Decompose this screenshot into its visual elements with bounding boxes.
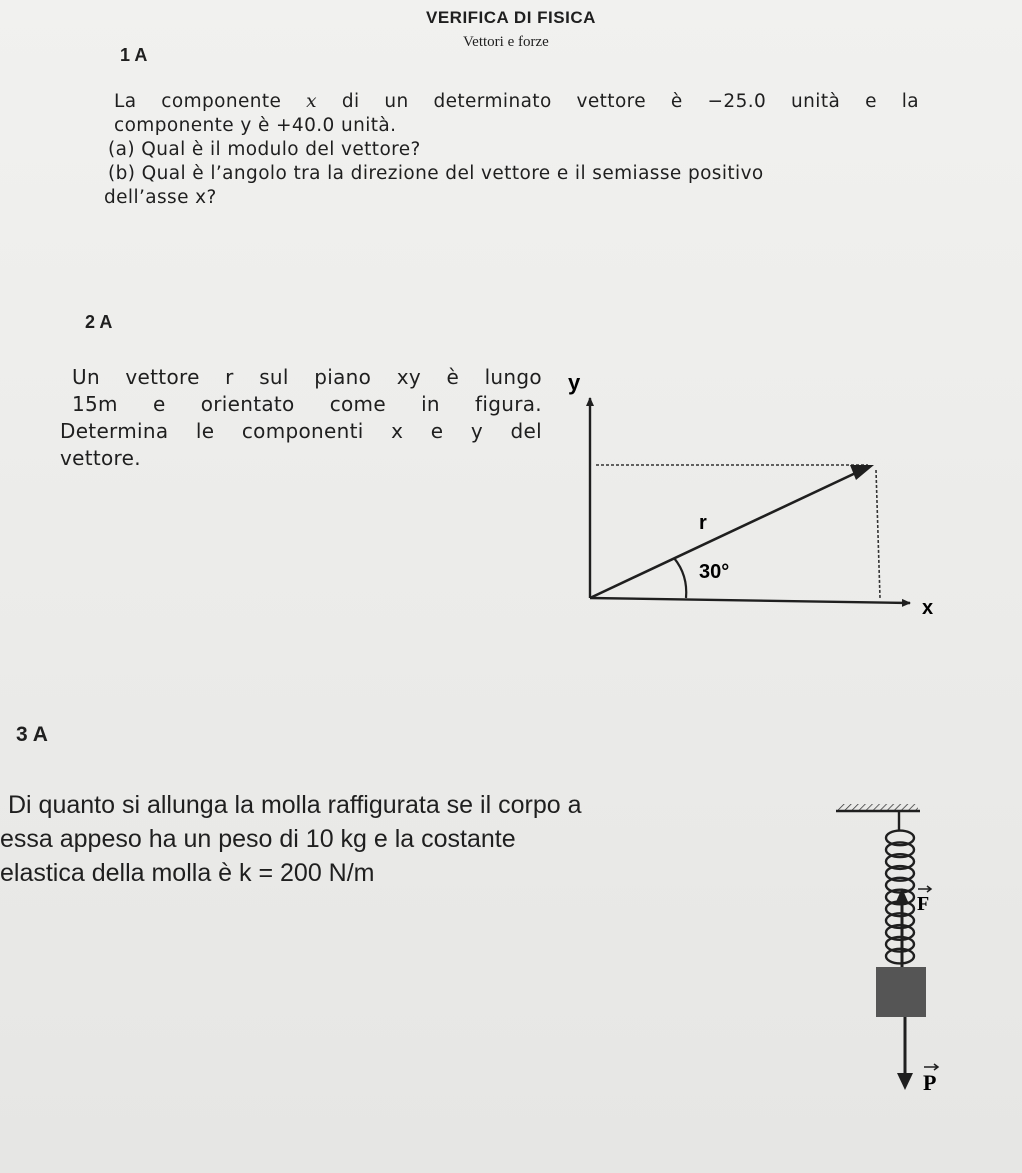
- word: un: [384, 91, 409, 112]
- exercise-1-line-5: dell’asse x?: [104, 187, 217, 208]
- word: determinato: [433, 91, 552, 112]
- word: e: [152, 392, 166, 416]
- word: vettore: [576, 91, 647, 112]
- word: del: [510, 419, 542, 443]
- word: r: [225, 365, 234, 389]
- exercise-3-line-3: elastica della molla è k = 200 N/m: [0, 859, 375, 887]
- word: e: [430, 419, 444, 443]
- word: la: [901, 91, 919, 112]
- vector-label: r: [699, 512, 707, 534]
- word: e: [865, 91, 877, 112]
- word: Determina: [60, 419, 169, 443]
- word: di: [341, 91, 360, 112]
- word: orientato: [200, 392, 295, 416]
- exercise-3-line-1: Di quanto si allunga la molla raffigurata se il corpo a: [8, 791, 582, 819]
- word: lungo: [484, 365, 542, 389]
- force-label: F: [917, 893, 930, 915]
- word: 15m: [72, 392, 118, 416]
- word: componente: [161, 91, 282, 112]
- word: piano: [314, 365, 372, 389]
- x-axis-label: x: [922, 597, 934, 619]
- exercise-1-question-b: (b) Qual è l’angolo tra la direzione del vettore e il semiasse positivo: [108, 163, 764, 184]
- force-vector-arrow-mark: [918, 886, 931, 892]
- exercise-2-label: 2 A: [85, 312, 113, 332]
- word: è: [446, 365, 460, 389]
- y-axis-label: y: [568, 370, 581, 395]
- word: le: [195, 419, 215, 443]
- word: componenti: [241, 419, 364, 443]
- word: sul: [259, 365, 289, 389]
- word: figura.: [475, 392, 542, 416]
- exercise-3-line-2: essa appeso ha un peso di 10 kg e la costante: [0, 825, 516, 853]
- word: Un: [72, 365, 100, 389]
- word: vettore: [125, 365, 200, 389]
- word: xy: [396, 365, 421, 389]
- word: y: [470, 419, 483, 443]
- hanging-mass: [876, 967, 926, 1017]
- word: x: [306, 91, 317, 112]
- ceiling-support: [838, 804, 918, 810]
- exercise-2-line-4: vettore.: [60, 446, 141, 470]
- word: è: [670, 91, 683, 112]
- weight-label: P: [923, 1070, 937, 1095]
- page-subtitle: Vettori e forze: [463, 34, 549, 50]
- word: La: [114, 91, 137, 112]
- word: come: [329, 392, 386, 416]
- page-title: VERIFICA DI FISICA: [426, 8, 596, 27]
- word: −25.0: [707, 91, 767, 112]
- word: in: [421, 392, 440, 416]
- weight-arrowhead: [897, 1073, 913, 1090]
- exercise-3-label: 3 A: [16, 723, 48, 746]
- exercise-1-line-2: componente y è +40.0 unità.: [114, 115, 397, 136]
- angle-label: 30°: [699, 561, 730, 583]
- exercise-1-label: 1 A: [120, 45, 148, 65]
- word: unità: [791, 91, 841, 112]
- exercise-1-question-a: (a) Qual è il modulo del vettore?: [108, 139, 421, 160]
- word: x: [391, 419, 404, 443]
